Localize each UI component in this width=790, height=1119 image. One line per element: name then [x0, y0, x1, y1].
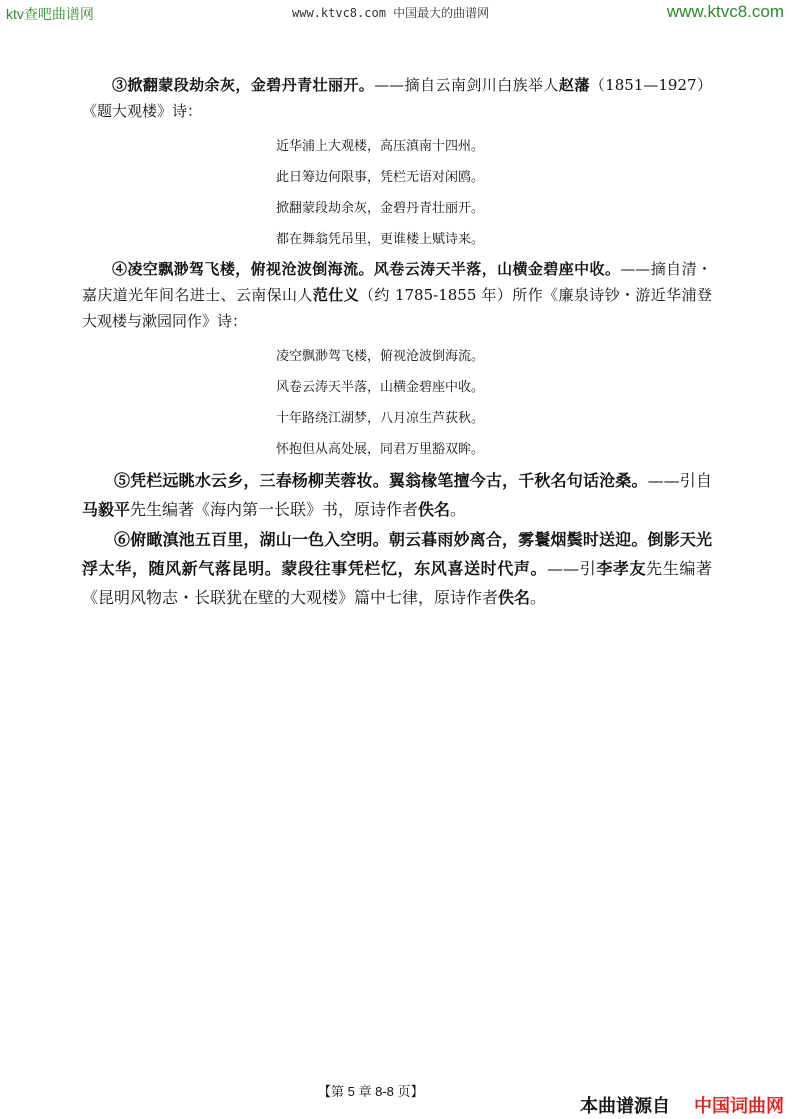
poem-line: 都在舞翁凭吊里，更谁楼上赋诗来。: [276, 232, 485, 247]
paragraph-3: [82, 72, 712, 124]
poem-line: 掀翻蒙段劫余灰，金碧丹青壮丽开。: [276, 201, 485, 216]
citation-text: ——摘自清・嘉庆道光年间名进士、云南保山人: [82, 260, 712, 304]
citation-text: 。: [450, 500, 467, 519]
citation-text: （1851—1927）《题大观楼》诗：: [82, 76, 712, 120]
site-name: 中国词曲网: [694, 1096, 784, 1116]
citation-text: （约 1785-1855 年）所作《廉泉诗钞・游近华浦登大观楼与漱园同作》诗：: [82, 286, 712, 330]
author-name: 佚名: [498, 588, 531, 607]
citation-text: ——引: [547, 559, 597, 578]
page-number: 【第 5 章 8-8 页】: [318, 1084, 424, 1099]
poem-3: [276, 131, 484, 255]
paragraph-4: [82, 256, 712, 334]
author-name: 范仕义: [312, 286, 360, 304]
watermark-right: www.ktvc8.com: [666, 2, 784, 21]
poem-line: 十年路绕江湖梦，八月凉生芦荻秋。: [276, 411, 485, 426]
source-label: 本曲谱源自: [580, 1096, 670, 1116]
author-name: 赵藩: [558, 76, 590, 94]
poem-line: 凌空飘渺驾飞楼，俯视沧波倒海流。: [276, 349, 485, 364]
citation-text: 先生编著《海内第一长联》书，原诗作者: [130, 500, 419, 519]
paragraph-6: [82, 525, 712, 612]
poem-line: 此日筹边何限事，凭栏无语对闲鸥。: [276, 170, 485, 185]
poem-line: 风卷云涛天半落，山横金碧座中收。: [276, 380, 485, 395]
poem-4: [276, 341, 484, 465]
citation-text: ——引自: [647, 471, 712, 490]
author-name: 佚名: [418, 500, 451, 519]
poem-line: 近华浦上大观楼，高压滇南十四州。: [276, 139, 485, 154]
watermark-center: www.ktvc8.com 中国最大的曲谱网: [292, 6, 490, 20]
citation-text: 。: [530, 588, 547, 607]
author-name: 马毅平: [82, 500, 131, 519]
quote-text: ③掀翻蒙段劫余灰，金碧丹青壮丽开。: [112, 76, 375, 94]
quote-text: ⑤凭栏远眺水云乡，三春杨柳芙蓉妆。翼翁椽笔擅今古，千秋名句话沧桑。: [114, 471, 648, 490]
quote-text: ⑥俯瞰滇池五百里，湖山一色入空明。朝云暮雨妙离合，雾鬟烟鬓时送迎。倒影天光浮太华，随风新气落昆明。蒙段往事凭栏忆，东风喜送时代声。: [82, 530, 712, 578]
poem-line: 怀抱但从高处展，同君万里豁双眸。: [276, 442, 485, 457]
author-name: 李孝友: [596, 559, 647, 578]
citation-text: ——摘自云南剑川白族举人: [374, 76, 559, 94]
watermark-left: ktv查吧曲谱网: [6, 6, 94, 22]
citation-text: 先生编著《昆明风物志・长联犹在壁的大观楼》篇中七律，原诗作者: [82, 559, 712, 607]
paragraph-5: [82, 466, 712, 524]
quote-text: ④凌空飘渺驾飞楼，俯视沧波倒海流。风卷云涛天半落，山横金碧座中收。: [112, 260, 621, 278]
